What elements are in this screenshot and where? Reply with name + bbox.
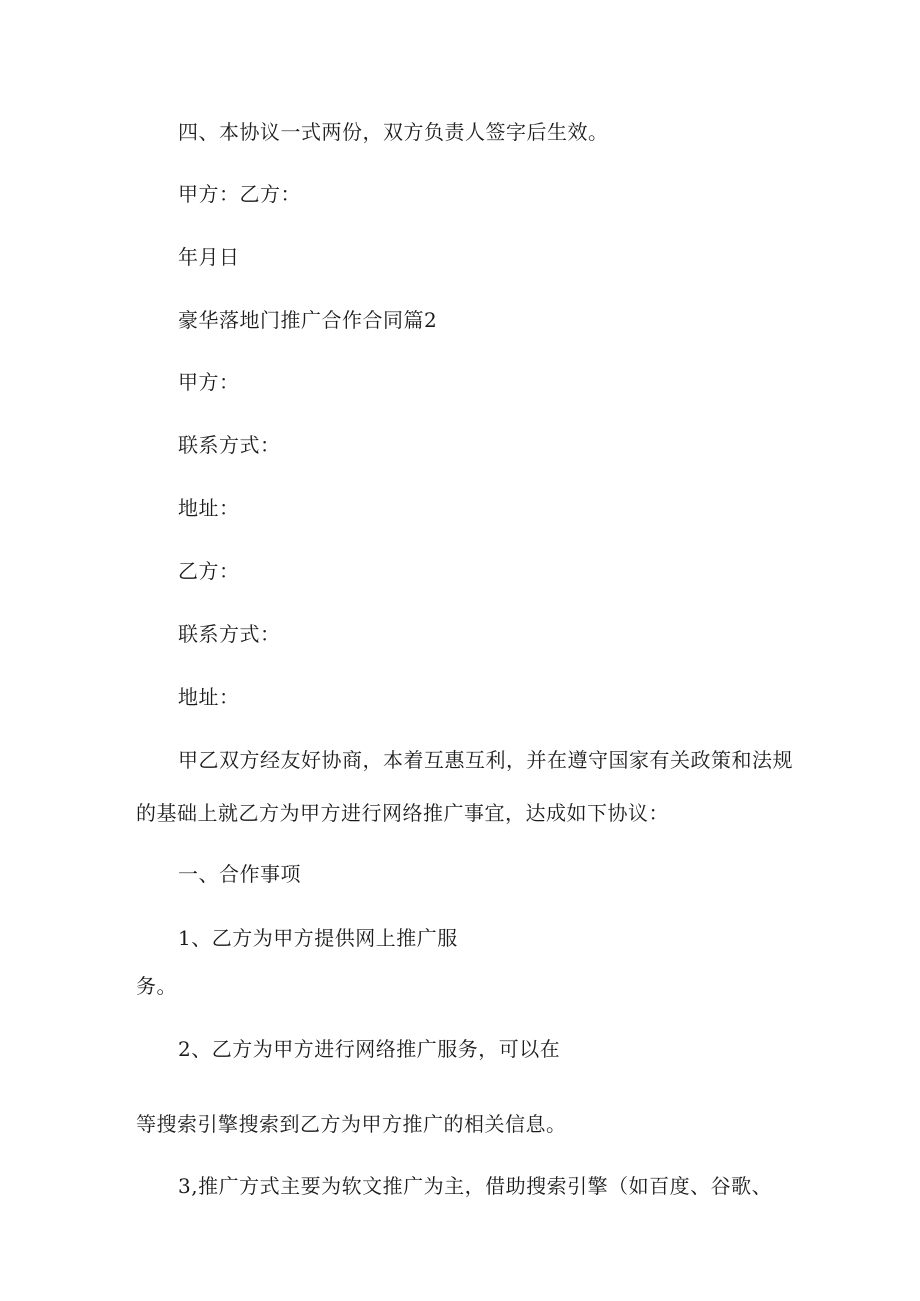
item-2-line-1: 2、乙方为甲方进行网络推广服务，可以在 bbox=[178, 1037, 561, 1061]
contract-title: 豪华落地门推广合作合同篇2 bbox=[178, 308, 438, 332]
section-one-heading: 一、合作事项 bbox=[178, 862, 301, 886]
party-b-contact: 联系方式： bbox=[178, 622, 281, 646]
date-line: 年月日 bbox=[178, 245, 240, 269]
party-a-address: 地址： bbox=[178, 496, 240, 520]
party-a-contact: 联系方式： bbox=[178, 433, 281, 457]
clause-four-effective: 四、本协议一式两份，双方负责人签字后生效。 bbox=[178, 120, 609, 144]
item-2-line-2: 等搜索引擎搜索到乙方为甲方推广的相关信息。 bbox=[136, 1112, 567, 1136]
item-3-line-1: 3,推广方式主要为软文推广为主，借助搜索引擎（如百度、谷歌、 bbox=[178, 1174, 773, 1198]
party-b-label: 乙方： bbox=[178, 559, 240, 583]
signature-parties-line: 甲方：乙方： bbox=[178, 182, 301, 206]
preamble-line-1: 甲乙双方经友好协商，本着互惠互利，并在遵守国家有关政策和法规 bbox=[178, 748, 793, 772]
preamble-line-2: 的基础上就乙方为甲方进行网络推广事宜，达成如下协议： bbox=[136, 801, 669, 825]
item-1-line-2: 务。 bbox=[136, 974, 177, 998]
item-1-line-1: 1、乙方为甲方提供网上推广服 bbox=[178, 926, 458, 950]
party-a-label: 甲方： bbox=[178, 370, 240, 394]
party-b-address: 地址： bbox=[178, 685, 240, 709]
